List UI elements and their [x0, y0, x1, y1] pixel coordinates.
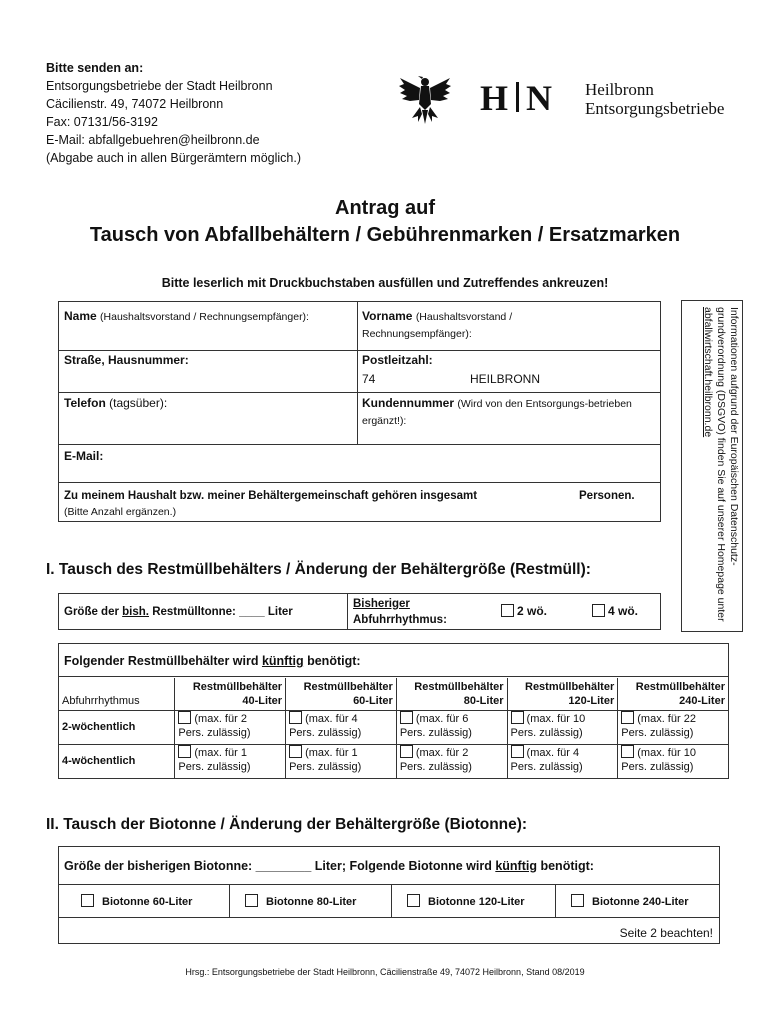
- sender-line: Fax: 07131/56-3192: [46, 115, 158, 129]
- kunden-label: Kundennummer: [362, 396, 455, 410]
- cell-text: (max. für 4: [305, 712, 358, 725]
- restmuell-table-box: [58, 643, 729, 779]
- column-divider: [347, 594, 348, 629]
- row-divider: [59, 392, 660, 393]
- checkbox[interactable]: [621, 711, 634, 724]
- current-size-field[interactable]: [64, 604, 293, 620]
- opt1-label: 2 wö.: [517, 604, 548, 618]
- telefon-label: Telefon: [64, 396, 106, 410]
- option-cell[interactable]: [396, 744, 507, 778]
- biotonne-box: [58, 846, 720, 944]
- option-cell[interactable]: [507, 710, 618, 744]
- cell-text: (max. für 1: [194, 746, 247, 759]
- checkbox[interactable]: [621, 745, 634, 758]
- name-label: Name: [64, 309, 97, 323]
- option-cell[interactable]: [286, 710, 397, 744]
- row-divider: [59, 482, 660, 483]
- bin-line2: 120-Liter: [568, 694, 615, 707]
- bin-head: [286, 678, 397, 710]
- city-value: HEILBRONN: [470, 372, 541, 386]
- section2-heading: II. Tausch der Biotonne / Änderung der Behältergröße (Biotonne):: [46, 816, 528, 833]
- needed-post: benötigt:: [303, 654, 361, 668]
- logo-divider: [516, 82, 519, 112]
- hn-logo-mark: [480, 78, 553, 118]
- checkbox[interactable]: [592, 604, 605, 617]
- dsgvo-side-note: [681, 300, 743, 632]
- personal-data-form: [58, 301, 661, 522]
- rhythm-label2: Abfuhrrhythmus:: [353, 614, 447, 626]
- biotonne-option-60[interactable]: [81, 894, 192, 910]
- checkbox[interactable]: [178, 711, 191, 724]
- cell-text: Pers. zulässig): [510, 726, 583, 739]
- bio-size-pre: Größe der bisherigen Biotonne: ________ Liter; Folgende Biotonne wird: [64, 859, 496, 873]
- logo-line2: Entsorgungsbetriebe: [585, 99, 725, 118]
- column-divider: [229, 884, 230, 917]
- bio-size-em: künftig: [495, 859, 537, 873]
- bin-head: [618, 678, 728, 710]
- footer-text: Hrsg.: Entsorgungsbetriebe der Stadt Heilbronn, Cäcilienstraße 49, 74072 Heilbronn, Stand 08/2019: [185, 967, 585, 977]
- option-cell[interactable]: [175, 744, 286, 778]
- column-divider: [555, 884, 556, 917]
- needed-em: künftig: [261, 654, 304, 668]
- row-divider: [59, 917, 719, 918]
- sender-line: Entsorgungsbetriebe der Stadt Heilbronn: [46, 79, 273, 93]
- rhythm-label: [353, 596, 447, 628]
- table-row: [59, 710, 728, 744]
- col-head: Abfuhrrhythmus: [62, 694, 140, 707]
- checkbox[interactable]: [400, 711, 413, 724]
- checkbox[interactable]: [571, 894, 584, 907]
- bin-head: [396, 678, 507, 710]
- personen-label[interactable]: Personen.: [579, 490, 635, 502]
- cell-text: Pers. zulässig): [621, 726, 694, 739]
- column-divider: [391, 884, 392, 917]
- dsgvo-text: [701, 307, 740, 627]
- option-label: Biotonne 240-Liter: [592, 896, 689, 908]
- row-divider: [59, 676, 728, 677]
- telefon-hint: (tagsüber):: [109, 396, 168, 410]
- name-field[interactable]: [64, 308, 309, 325]
- biotonne-option-240[interactable]: [571, 894, 689, 910]
- size-bish: bish.: [122, 606, 149, 618]
- current-restmuell-box: [58, 593, 661, 630]
- bin-line1: Restmüllbehälter: [303, 680, 393, 693]
- bio-size-field[interactable]: [64, 858, 594, 874]
- haushalt-hint: (Bitte Anzahl ergänzen.): [64, 506, 177, 518]
- rhythm-label1: Bisheriger: [353, 598, 410, 610]
- logo-letter-h: H: [480, 78, 510, 118]
- checkbox[interactable]: [501, 604, 514, 617]
- checkbox[interactable]: [289, 711, 302, 724]
- checkbox[interactable]: [400, 745, 413, 758]
- option-label: Biotonne 80-Liter: [266, 896, 357, 908]
- option-cell[interactable]: [396, 710, 507, 744]
- cell-text: (max. für 1: [305, 746, 358, 759]
- name-hint: (Haushaltsvorstand / Rechnungsempfänger):: [100, 311, 309, 323]
- checkbox[interactable]: [178, 745, 191, 758]
- option-cell[interactable]: [175, 710, 286, 744]
- option-cell[interactable]: [286, 744, 397, 778]
- checkbox[interactable]: [407, 894, 420, 907]
- cell-text: Pers. zulässig): [289, 760, 362, 773]
- checkbox[interactable]: [511, 711, 524, 724]
- rhythm-option-2wo[interactable]: [501, 603, 547, 619]
- bin-head: [507, 678, 618, 710]
- bin-line1: Restmüllbehälter: [525, 680, 615, 693]
- bin-line1: Restmüllbehälter: [635, 680, 725, 693]
- row-divider: [59, 884, 719, 885]
- opt2-label: 4 wö.: [608, 604, 639, 618]
- option-cell[interactable]: [507, 744, 618, 778]
- vorname-field[interactable]: [362, 308, 562, 342]
- bin-line1: Restmüllbehälter: [414, 680, 504, 693]
- page-note: Seite 2 beachten!: [619, 926, 713, 940]
- cell-text: (max. für 10: [637, 746, 696, 759]
- cell-text: Pers. zulässig): [178, 760, 251, 773]
- haushalt-text: Zu meinem Haushalt bzw. meiner Behältergemeinschaft gehören insgesamt: [64, 490, 478, 502]
- sender-heading: Bitte senden an:: [46, 61, 144, 75]
- size-pre: Größe der: [64, 606, 123, 618]
- plz-value: 74: [362, 372, 376, 386]
- cell-text: Pers. zulässig): [399, 726, 472, 739]
- table-row: [59, 744, 728, 778]
- bin-line2: 40-Liter: [242, 694, 283, 707]
- row-divider: [59, 444, 660, 445]
- checkbox[interactable]: [81, 894, 94, 907]
- needed-pre: Folgender Restmüllbehälter wird: [64, 654, 262, 668]
- sender-address: [46, 59, 301, 167]
- checkbox[interactable]: [511, 745, 524, 758]
- bin-line2: 80-Liter: [463, 694, 504, 707]
- rhythm-option-4wo[interactable]: [592, 603, 638, 619]
- cell-text: (max. für 4: [526, 746, 580, 759]
- bio-size-post: benötigt:: [537, 859, 594, 873]
- cell-text: (max. für 6: [415, 712, 469, 725]
- kundennummer-field[interactable]: [362, 395, 632, 429]
- plz-label: Postleitzahl:: [362, 353, 433, 367]
- logo-line1: Heilbronn: [585, 80, 654, 99]
- bin-line2: 60-Liter: [353, 694, 393, 707]
- section1-heading: I. Tausch des Restmüllbehälters / Änderung der Behältergröße (Restmüll):: [46, 561, 591, 578]
- size-post: Restmülltonne: ____ Liter: [149, 606, 293, 618]
- sender-line: E-Mail: abfallgebuehren@heilbronn.de: [46, 133, 260, 147]
- checkbox[interactable]: [289, 745, 302, 758]
- sender-line: Cäcilienstr. 49, 74072 Heilbronn: [46, 97, 224, 111]
- cell-text: Pers. zulässig): [178, 726, 251, 739]
- bin-line1: Restmüllbehälter: [192, 680, 283, 693]
- cell-text: Pers. zulässig): [399, 760, 472, 773]
- cell-text: (max. für 10: [526, 712, 586, 725]
- restmuell-table: [59, 678, 728, 778]
- sender-line: (Abgabe auch in allen Bürgerämtern möglich.): [46, 151, 301, 165]
- biotonne-option-120[interactable]: [407, 894, 525, 910]
- dsgvo-link[interactable]: abfallwirtschaft.heilbronn.de: [702, 307, 714, 438]
- cell-text: (max. für 2: [194, 712, 247, 725]
- cell-text: (max. für 22: [637, 712, 696, 725]
- cell-text: Pers. zulässig): [289, 726, 362, 739]
- bin-line2: 240-Liter: [679, 694, 725, 707]
- eagle-logo-icon: [398, 74, 452, 126]
- row-label: 4-wöchentlich: [62, 755, 136, 768]
- logo-letter-n: N: [526, 78, 554, 118]
- instruction-text: Bitte leserlich mit Druckbuchstaben ausfüllen und Zutreffendes ankreuzen!: [161, 276, 609, 290]
- logo-text: [585, 80, 724, 118]
- biotonne-option-80[interactable]: [245, 894, 356, 910]
- cell-text: Pers. zulässig): [621, 760, 694, 773]
- option-label: Biotonne 60-Liter: [102, 896, 193, 908]
- cell-text: Pers. zulässig): [510, 760, 583, 773]
- email-field[interactable]: E-Mail:: [64, 449, 104, 463]
- row-label: 2-wöchentlich: [62, 721, 136, 733]
- page-title-line2: Tausch von Abfallbehältern / Gebührenmarken / Ersatzmarken: [89, 224, 681, 246]
- cell-text: (max. für 2: [415, 746, 469, 759]
- checkbox[interactable]: [245, 894, 258, 907]
- option-cell[interactable]: [618, 710, 728, 744]
- option-label: Biotonne 120-Liter: [428, 896, 525, 908]
- dsgvo-body: Informationen aufgrund der Europäischen Datenschutz-grundverordnung (DSGVO) finden Sie auf unserer Homepage unter: [715, 307, 740, 622]
- table-header-row: [59, 678, 728, 710]
- needed-heading: [64, 653, 361, 669]
- telefon-field[interactable]: [64, 395, 167, 411]
- bin-head: [175, 678, 286, 710]
- vorname-hint: (Haushaltsvorstand / Rechnungsempfänger):: [362, 311, 513, 340]
- page-title-line1: Antrag auf: [335, 197, 435, 219]
- kunden-hint: (Wird von den Entsorgungs-betrieben ergänzt!):: [362, 398, 632, 427]
- row-divider: [59, 350, 660, 351]
- strasse-field[interactable]: Straße, Hausnummer:: [64, 353, 189, 367]
- plz-field[interactable]: [362, 352, 658, 390]
- column-divider: [357, 302, 358, 444]
- vorname-label: Vorname: [362, 309, 413, 323]
- option-cell[interactable]: [618, 744, 728, 778]
